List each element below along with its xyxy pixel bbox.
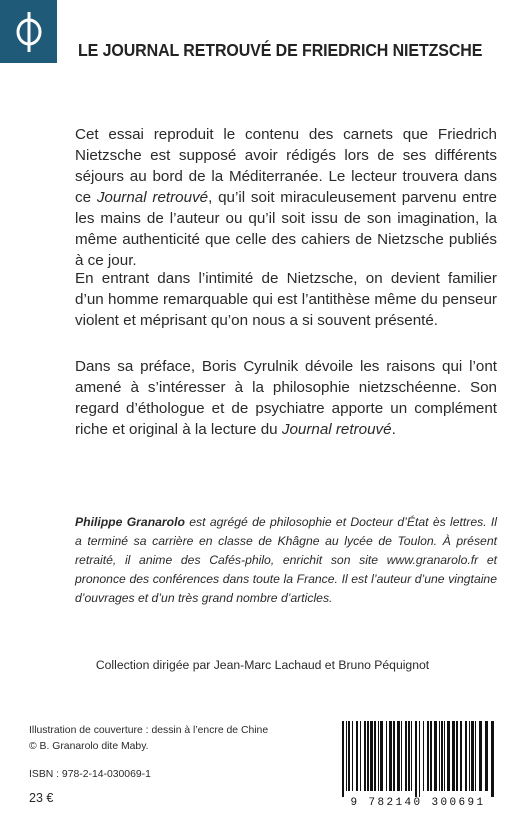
barcode-bar — [415, 721, 417, 797]
cover-credit-line-1: Illustration de couverture : dessin à l’encre de Chine — [29, 725, 269, 736]
barcode-bar — [389, 721, 392, 791]
barcode-bar — [479, 721, 482, 791]
blurb-p1-text-a: Cet essai reproduit le contenu des carnets que Friedrich Nietzsche est supposé avoir rédigés lors de ses différents séjours au bord de la Méditerranée. Le lecteur trouvera dans ce — [75, 126, 497, 206]
barcode-bar — [441, 721, 443, 791]
barcode-bar — [419, 721, 420, 797]
barcode-bar — [367, 721, 369, 791]
author-bio — [75, 513, 497, 608]
barcode-bar — [444, 721, 445, 791]
collection-editors: Collection dirigée par Jean-Marc Lachaud et Bruno Péquignot — [95, 658, 430, 672]
barcode-bar — [356, 721, 358, 791]
barcode-digits: 9 782140 300691 — [350, 797, 486, 809]
barcode-bar — [471, 721, 474, 791]
blurb-paragraph-2: En entrant dans l’intimité de Nietzsche, on devient familier d’un homme remarquable qui est l’antithèse même du penseur violent et méprisant qu’on nous a si souvent présenté. — [75, 270, 497, 329]
barcode-bar — [465, 721, 467, 791]
barcode-bar — [405, 721, 407, 791]
blurb-paragraph-3 — [75, 356, 497, 440]
barcode-bar — [434, 721, 437, 791]
barcode-bar — [427, 721, 429, 791]
blurb-p3-text-b: . — [391, 421, 396, 438]
barcode-bar — [386, 721, 387, 791]
publisher-logo — [0, 0, 57, 63]
isbn: ISBN : 978-2-14-030069-1 — [29, 769, 151, 780]
barcode-bar — [460, 721, 462, 791]
barcode-bar — [348, 721, 350, 791]
barcode-bar — [430, 721, 432, 791]
blurb-p3-text-a: Dans sa préface, Boris Cyrulnik dévoile les raisons qui l’ont amené à s’intéresser à la philosophie nietzschéenne. Son regard d’éthologue et de psychiatre apporte un complément riche et original à la lecture du — [75, 358, 497, 438]
book-title: LE JOURNAL RETROUVÉ DE FRIEDRICH NIETZSCHE — [78, 40, 483, 60]
barcode-bar — [423, 721, 424, 791]
barcode-bar — [342, 721, 344, 797]
barcode-bar — [397, 721, 400, 791]
barcode-bar — [380, 721, 383, 791]
barcode-bar — [370, 721, 373, 791]
barcode-bar — [475, 721, 476, 791]
barcode-bar — [408, 721, 410, 791]
blurb-paragraph-1 — [75, 124, 497, 271]
barcode-bar — [352, 721, 353, 791]
blurb-p1-text-b: , qu’il soit miraculeusement parvenu entre les mains de l’auteur ou qu’il soit issu de son imagination, la même authenticité que celle des cahiers de Nietzsche publiés à ce jour. — [75, 189, 497, 269]
author-bio-text: est agrégé de philosophie et Docteur d’État ès lettres. Il a terminé sa carrière en classe de Khâgne au lycée de Toulon. À présent retraité, il anime des Cafés-philo, enrichit son site www.granarolo.fr et prononce des conférences dans toute la France. Il est l’auteur d’une vingtaine d’ouvrages et d’un très grand nombre d’articles. — [75, 515, 497, 605]
barcode-bar — [360, 721, 361, 791]
cover-credits — [29, 723, 268, 755]
barcode-bar — [401, 721, 402, 791]
cover-credit-line-2: © B. Granarolo dite Maby. — [29, 741, 149, 752]
barcode-bar — [374, 721, 376, 791]
barcode-bar — [447, 721, 450, 791]
barcode-bar — [346, 721, 347, 791]
barcode-bar — [378, 721, 379, 791]
barcode-bar — [469, 721, 470, 791]
phi-icon — [12, 10, 46, 54]
barcode-bar — [491, 721, 494, 797]
barcode-bar — [364, 721, 366, 791]
blurb-p1-book-title: Journal retrouvé — [96, 189, 209, 206]
author-name: Philippe Granarolo — [75, 515, 185, 529]
barcode-bar — [452, 721, 455, 791]
price: 23 € — [29, 791, 54, 805]
barcode-bar — [393, 721, 395, 791]
barcode-bar — [439, 721, 440, 791]
barcode-bar — [411, 721, 412, 791]
barcode-bar — [456, 721, 458, 791]
blurb-p3-book-title: Journal retrouvé — [281, 421, 392, 438]
barcode-bar — [485, 721, 488, 791]
barcode-bars — [334, 719, 502, 797]
